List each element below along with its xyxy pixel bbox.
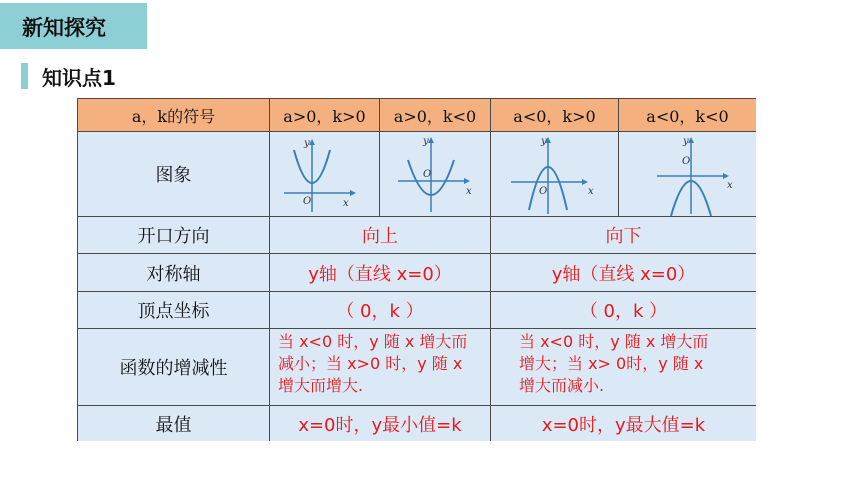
svg-text:O: O [303, 195, 312, 207]
graph-cell-4 [619, 132, 756, 217]
row-label-graph [78, 132, 270, 217]
header-text: a，k的符号 [131, 106, 216, 126]
direction-up-cell [270, 217, 491, 254]
svg-text:y: y [423, 135, 429, 147]
header-cell-3 [491, 99, 619, 132]
svg-text:O: O [423, 168, 432, 180]
axis-left-cell [270, 254, 491, 292]
row-label-text: 顶点坐标 [137, 301, 210, 322]
row-label-axis [78, 254, 270, 292]
mono-left-line: 增大而增大. [278, 376, 364, 395]
section-badge [0, 3, 147, 49]
extreme-left-text: x=0时，y最小值=k [298, 414, 462, 436]
mono-left-line: 当 x<0 时，y 随 x 增大而 [278, 332, 468, 351]
parabola-graph-up-below [380, 132, 490, 217]
graph-cell-2 [380, 132, 491, 217]
parabola-graph-up-above [270, 132, 379, 217]
header-cell-1 [270, 99, 380, 132]
mono-left-text [270, 329, 490, 397]
axis-left-text: y轴（直线 x=0） [308, 263, 452, 285]
row-label-text: 最值 [155, 414, 192, 436]
svg-text:x: x [727, 179, 733, 191]
vertex-left-cell [270, 292, 491, 329]
vertex-left-text: （ 0，k ） [336, 301, 424, 322]
row-label-text: 函数的增减性 [119, 358, 228, 379]
mono-right-text [491, 329, 756, 397]
vertex-right-text: （ 0，k ） [579, 301, 668, 322]
row-label-text: 图象 [155, 165, 192, 186]
mono-left-line: 减小；当 x>0 时，y 随 x [278, 354, 463, 373]
direction-down-text: 向下 [605, 226, 642, 247]
header-cell-2 [380, 99, 491, 132]
mono-right-line: 当 x<0 时，y 随 x 增大而 [519, 332, 709, 351]
badge-text: 新知探究 [22, 16, 106, 40]
row-label-text: 对称轴 [146, 263, 201, 285]
row-label-direction [78, 217, 270, 254]
row-label-monotonicity [78, 329, 270, 406]
svg-text:y: y [304, 137, 310, 149]
parabola-graph-down-above [491, 132, 618, 217]
properties-table [77, 98, 756, 441]
row-label-vertex [78, 292, 270, 329]
mono-right-line: 增大而减小. [519, 376, 605, 395]
mono-right-line: 增大；当 x> 0时，y 随 x [519, 354, 704, 373]
mono-right-cell [491, 329, 756, 406]
section-title: 知识点1 [42, 66, 116, 90]
header-cell-sign [78, 99, 270, 132]
parabola-graph-down-below [619, 132, 756, 217]
axis-right-cell [491, 254, 756, 292]
svg-text:O: O [539, 185, 548, 197]
row-label-extreme [78, 406, 270, 441]
title-accent-bar [21, 63, 28, 89]
direction-down-cell [491, 217, 756, 254]
graph-cell-3 [491, 132, 619, 217]
axis-right-text: y轴（直线 x=0） [551, 263, 696, 285]
vertex-right-cell [491, 292, 756, 329]
header-text: a>0，k>0 [283, 106, 366, 126]
header-cell-4 [619, 99, 756, 132]
extreme-right-text: x=0时，y最大值=k [541, 414, 706, 436]
header-text: a>0，k<0 [393, 106, 477, 126]
svg-text:x: x [588, 185, 594, 197]
direction-up-text: 向上 [362, 226, 398, 247]
svg-text:x: x [343, 197, 349, 209]
extreme-left-cell [270, 406, 491, 441]
svg-text:x: x [466, 185, 472, 197]
row-label-text: 开口方向 [137, 226, 210, 247]
header-text: a<0，k<0 [646, 106, 729, 126]
header-text: a<0，k>0 [513, 106, 596, 126]
svg-text:y: y [683, 135, 689, 147]
svg-text:O: O [682, 155, 691, 167]
graph-cell-1 [270, 132, 380, 217]
extreme-right-cell [491, 406, 756, 441]
svg-text:y: y [541, 135, 547, 147]
mono-left-cell [270, 329, 491, 406]
